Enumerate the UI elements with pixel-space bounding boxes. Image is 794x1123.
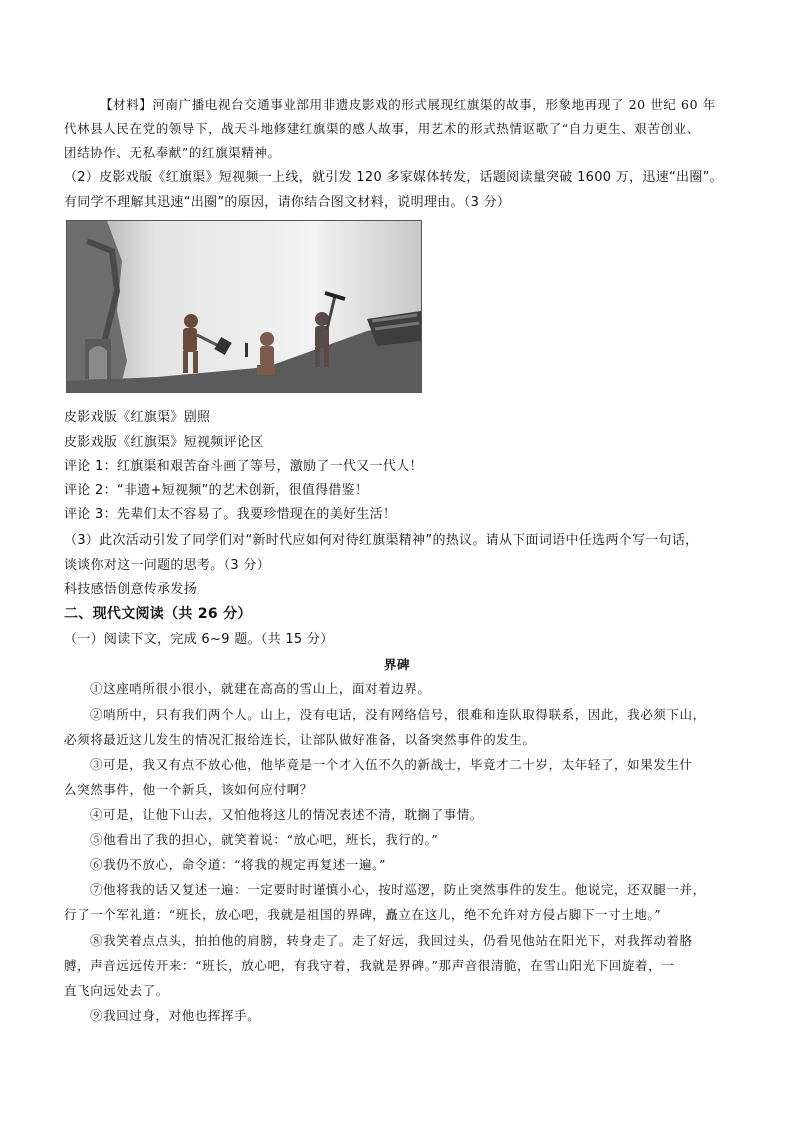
- paragraph-5: ⑤他看出了我的担心，就笑着说：“放心吧，班长，我行的。”: [90, 832, 439, 847]
- material-line-3: 团结协作、无私奉献”的红旗渠精神。: [64, 145, 281, 160]
- shadow-play-illustration: [67, 221, 421, 392]
- paragraph-2b: 必须将最近这儿发生的情况汇报给连长，让部队做好准备，以备突然事件的发生。: [64, 732, 536, 747]
- question-3-word-list: 科技感悟创意传承发扬: [64, 582, 198, 597]
- story-title: 界碑: [383, 657, 411, 672]
- question-2-line-1: （2）皮影戏版《红旗渠》短视频一上线，就引发 120 多家媒体转发，话题阅读量突破 1600 万，迅速“出圈”。: [64, 170, 723, 185]
- paragraph-1: ①这座哨所很小很小，就建在高高的雪山上，面对着边界。: [90, 681, 431, 696]
- paragraph-3a: ③可是，我又有点不放心他，他毕竟是一个才入伍不久的新战士，毕竟才二十岁，太年轻了，如果发生什: [90, 757, 693, 772]
- comment-2: 评论 2：“非遗+短视频”的艺术创新，很值得借鉴！: [64, 483, 369, 498]
- reading-instructions: （一）阅读下文，完成 6~9 题。（共 15 分）: [64, 632, 334, 647]
- paragraph-4: ④可是，让他下山去，又怕他将这儿的情况表述不清，耽搁了事情。: [90, 807, 484, 822]
- paragraph-2a: ②哨所中，只有我们两个人。山上，没有电话，没有网络信号，很难和连队取得联系，因此，我必须下山，: [90, 707, 706, 722]
- question-3-line-2: 谈谈你对这一问题的思考。（3 分）: [64, 558, 271, 573]
- photo-caption: 皮影戏版《红旗渠》剧照: [64, 410, 211, 425]
- paragraph-8b: 膊，声音远远传开来：“班长，放心吧，有我守着，我就是界碑。”那声音很清脆，在雪山阳光下回旋着，一: [64, 958, 675, 973]
- comment-1: 评论 1：红旗渠和艰苦奋斗画了等号，激励了一代又一代人！: [64, 459, 423, 474]
- paragraph-7a: ⑦他将我的话又复述一遍：一定要时时谨慎小心，按时巡逻，防止突然事件的发生。他说完，还双腿一并，: [90, 882, 706, 897]
- paragraph-6: ⑥我仍不放心，命令道：“将我的规定再复述一遍。”: [90, 857, 386, 872]
- comment-3: 评论 3：先辈们太不容易了。我要珍惜现在的美好生活！: [64, 507, 397, 522]
- paragraph-8a: ⑧我笑着点点头，拍拍他的肩膀，转身走了。走了好远，我回过头，仍看见他站在阳光下，对我挥动着胳: [90, 933, 693, 948]
- section-2-heading: 二、现代文阅读（共 26 分）: [64, 606, 252, 622]
- paragraph-8c: 直飞向远处去了。: [64, 983, 169, 998]
- shadow-play-photo: [66, 220, 422, 393]
- material-line-2: 代林县人民在党的领导下，战天斗地修建红旗渠的感人故事，用艺术的形式热情讴歌了“自力更生、艰苦创业、: [64, 121, 700, 136]
- paragraph-7b: 行了一个军礼道：“班长，放心吧，我就是祖国的界碑，矗立在这儿，绝不允许对方侵占脚下一寸土地。”: [64, 907, 662, 922]
- paragraph-9: ⑨我回过身，对他也挥挥手。: [90, 1008, 261, 1023]
- question-3-line-1: （3）此次活动引发了同学们对“新时代应如何对待红旗渠精神”的热议。请从下面词语中任选两个写一句话，: [64, 533, 699, 548]
- material-line-1: 【材料】河南广播电视台交通事业部用非遗皮影戏的形式展现红旗渠的故事，形象地再现了 20 世纪 60 年: [100, 97, 716, 112]
- question-2-line-2: 有同学不理解其迅速“出圈”的原因，请你结合图文材料，说明理由。（3 分）: [64, 195, 511, 210]
- comments-heading: 皮影戏版《红旗渠》短视频评论区: [64, 435, 264, 450]
- paragraph-3b: 么突然事件，他一个新兵，该如何应付啊？: [64, 782, 313, 797]
